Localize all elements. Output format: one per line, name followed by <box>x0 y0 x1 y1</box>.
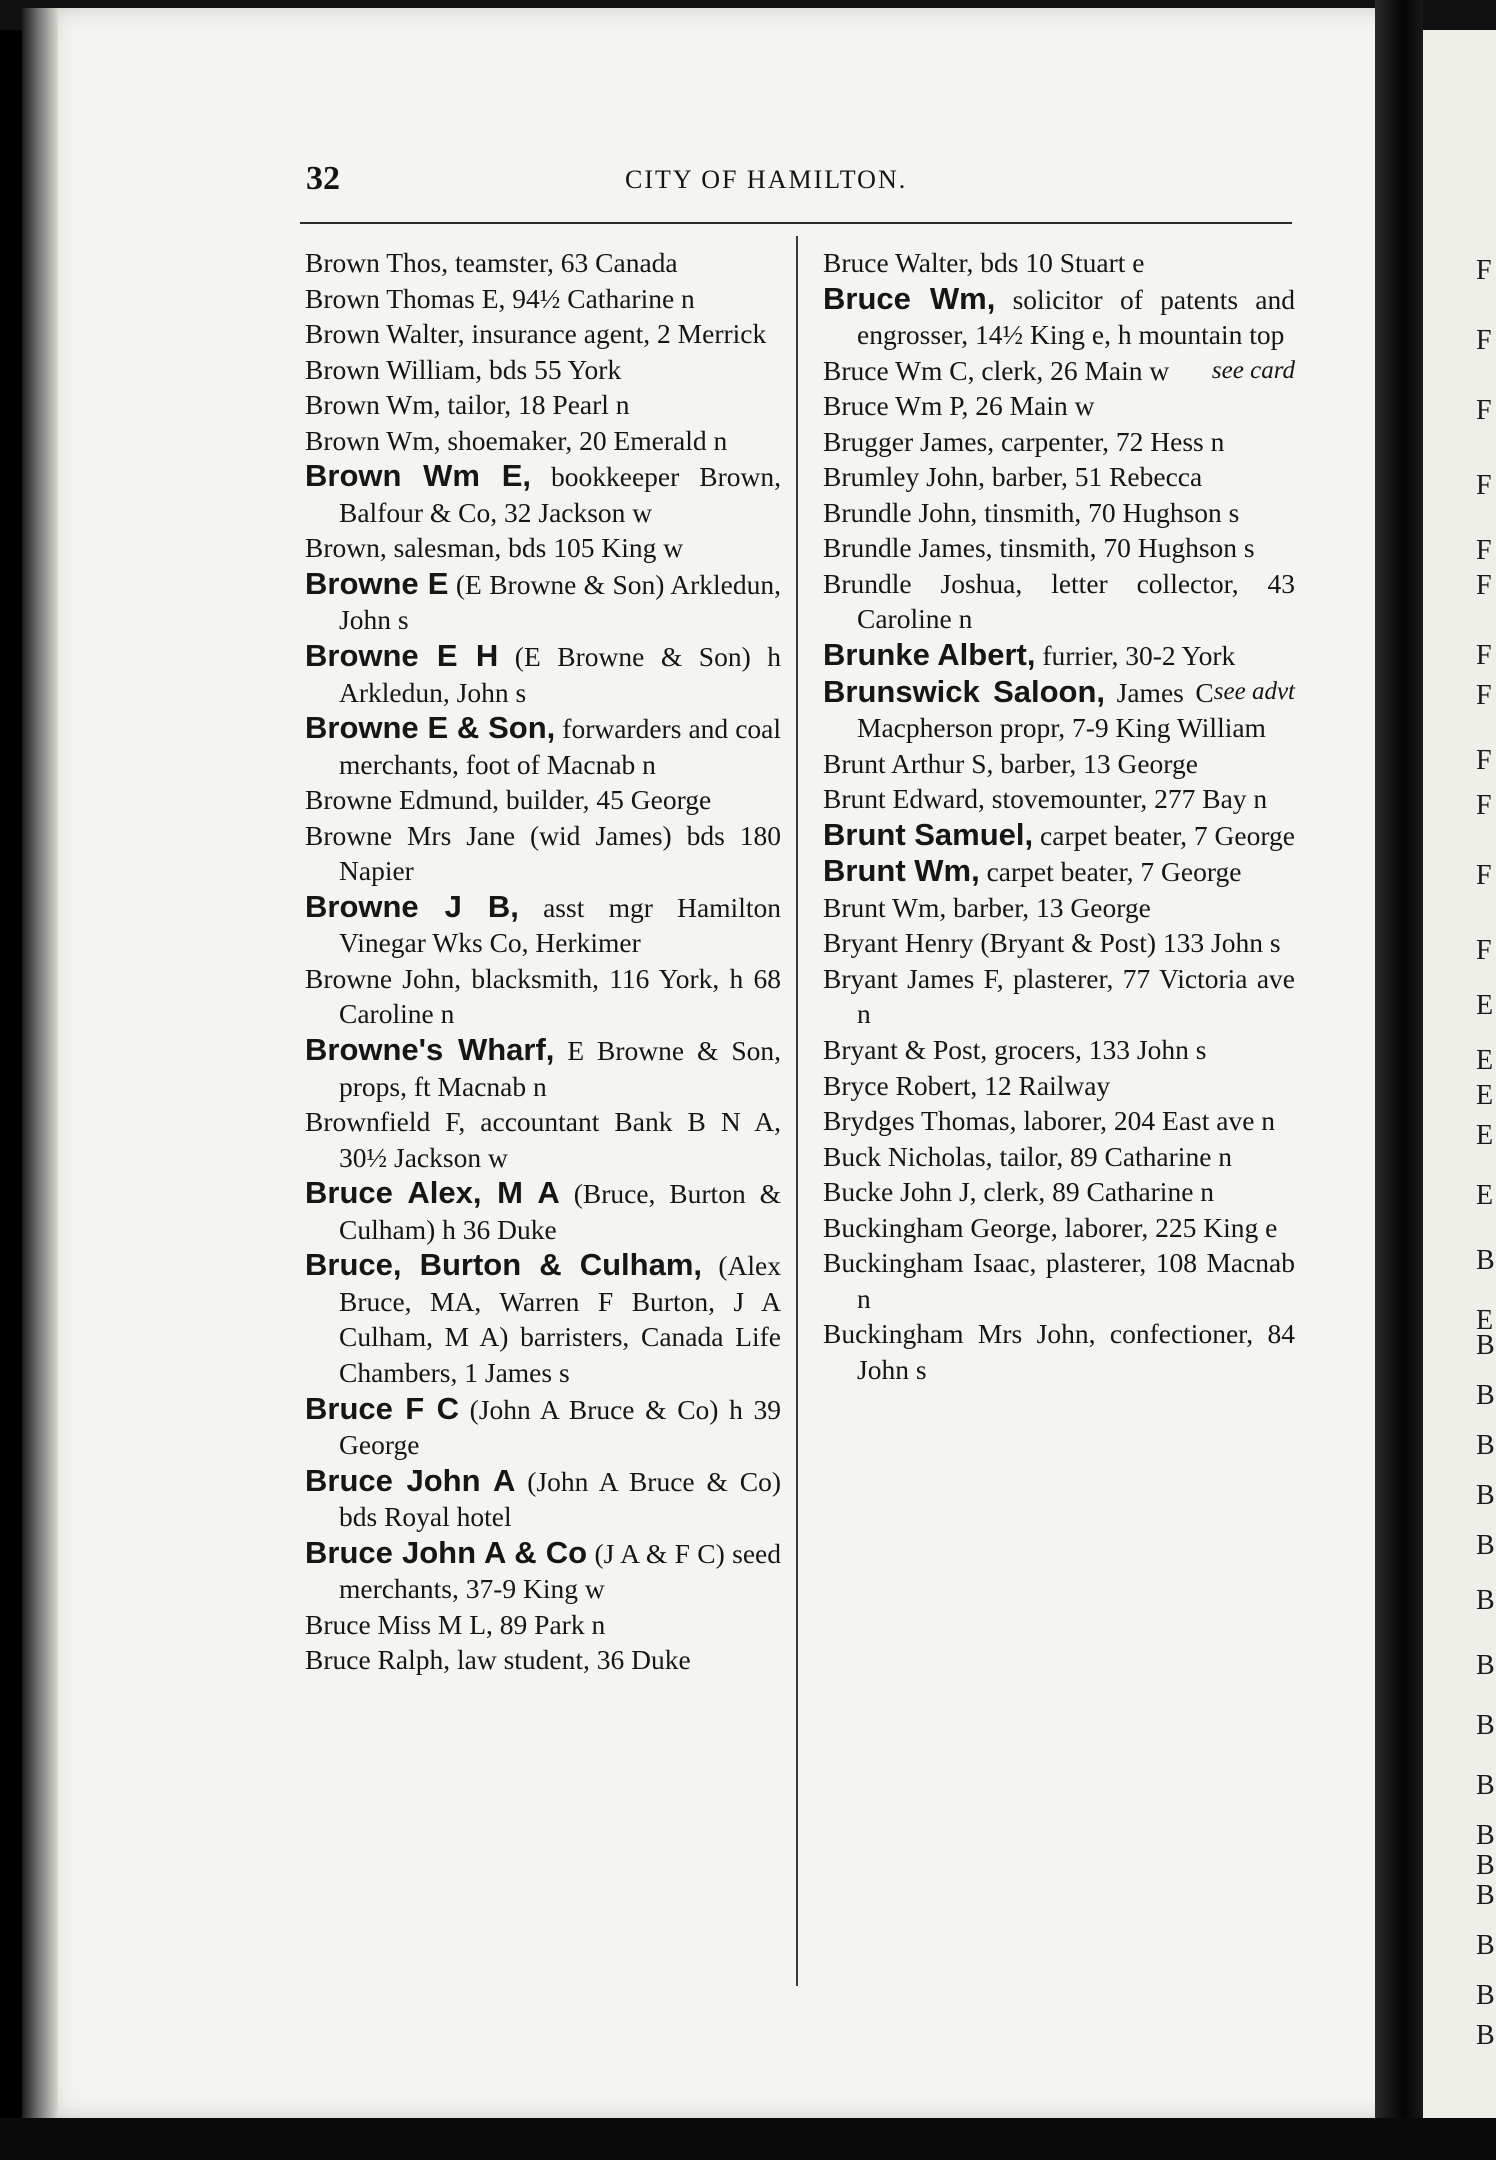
entry-name: Brunke Albert, <box>823 637 1036 673</box>
directory-entry <box>823 566 1295 637</box>
directory-entry <box>305 1535 781 1607</box>
entry-details: tinsmith, 70 Hughson s <box>984 496 1240 528</box>
right-column <box>823 245 1295 1388</box>
entry-details: asst mgr Hamilton Vinegar Wks Co, Herkimer <box>339 891 781 959</box>
directory-entry <box>823 817 1295 854</box>
entry-name: Browne John, <box>305 962 462 994</box>
entry-name: Brydges Thomas, <box>823 1105 1017 1137</box>
facing-page-letter: F <box>1476 745 1492 776</box>
entry-details: James C Macpherson propr, 7-9 King William <box>857 676 1266 744</box>
entry-details: clerk, 89 Catharine n <box>983 1176 1215 1208</box>
facing-page-letter: F <box>1476 255 1492 286</box>
entry-name: Browne Edmund, <box>305 784 500 816</box>
facing-page-letter: F <box>1476 570 1492 601</box>
entry-name: Bruce John A <box>305 1462 516 1498</box>
directory-entry <box>305 566 781 638</box>
entry-name: Bruce Wm P, <box>823 390 969 422</box>
entry-details: (Alex Bruce, MA, Warren F Burton, J A Culham, M A) barristers, Canada Life Chambers, 1 James s <box>339 1250 781 1388</box>
facing-page-letter: F <box>1476 640 1492 671</box>
directory-entry <box>823 746 1295 782</box>
directory-entry <box>305 710 781 782</box>
entry-details: blacksmith, 116 York, h 68 Caroline n <box>339 962 781 1030</box>
entry-name: Brown Thos, <box>305 247 449 278</box>
entry-details: laborer, 204 East ave n <box>1023 1105 1276 1137</box>
directory-entry <box>823 781 1295 817</box>
entry-details: plasterer, 108 Macnab n <box>857 1247 1296 1314</box>
facing-page-letter: B <box>1476 2020 1495 2051</box>
entry-details: law student, 36 Duke <box>456 1644 691 1676</box>
entry-name: Bryant & Post, <box>823 1034 988 1066</box>
entry-details: confectioner, 84 John s <box>857 1318 1295 1385</box>
entry-name: Bruce Alex, M A <box>305 1175 560 1211</box>
entry-name: Buckingham Mrs John, <box>823 1318 1096 1350</box>
entry-name: Brown Thomas E, <box>305 282 506 314</box>
entry-name: Buckingham George, <box>823 1211 1058 1243</box>
entry-name: Brunswick Saloon, <box>823 673 1106 709</box>
facing-page-letter: F <box>1476 935 1492 966</box>
entry-details: bookkeeper Brown, Balfour & Co, 32 Jackson w <box>339 461 782 528</box>
entry-name: Browne J B, <box>305 888 519 924</box>
entry-details: (Bryant & Post) 133 John s <box>980 927 1281 959</box>
entry-name: Browne E & Son, <box>305 710 556 746</box>
entry-name: Bryant Henry <box>823 927 974 959</box>
entry-name: Bruce F C <box>305 1390 459 1426</box>
directory-entry <box>305 818 781 889</box>
entry-name: Brown William, <box>305 353 483 385</box>
facing-page-letter: E <box>1476 990 1494 1021</box>
facing-page-letter: B <box>1476 1585 1495 1616</box>
entry-name: Brunt Wm, <box>823 891 947 923</box>
directory-entry <box>305 1032 781 1104</box>
entry-details: letter collector, 43 Caroline n <box>857 567 1295 635</box>
entry-details: forwarders and coal merchants, foot of Macnab n <box>339 713 781 780</box>
page-number: 32 <box>306 160 340 197</box>
entry-details: 26 Main w <box>975 390 1095 422</box>
facing-page-letter: E <box>1476 1180 1494 1211</box>
directory-entry <box>823 495 1295 531</box>
directory-entry <box>823 925 1295 961</box>
facing-page-letter: E <box>1476 1045 1494 1076</box>
entry-name: Brunt Samuel, <box>823 816 1034 852</box>
entry-details: (E Browne & Son) h Arkledun, John s <box>339 641 781 708</box>
entry-details: carpet beater, 7 George <box>1040 819 1295 851</box>
directory-entry <box>823 1174 1295 1210</box>
facing-page-letter: B <box>1476 1430 1495 1461</box>
directory-entry <box>823 1139 1295 1175</box>
facing-page-letter: B <box>1476 1710 1495 1741</box>
facing-page-letter: B <box>1476 1480 1495 1511</box>
directory-entry <box>305 530 781 566</box>
entry-name: Brunt Arthur S, <box>823 747 994 779</box>
entry-name: Bruce Miss M L, <box>305 1608 493 1640</box>
facing-page-letter: B <box>1476 1850 1495 1881</box>
entry-name: Bruce Ralph, <box>305 1644 451 1676</box>
entry-name: Brown Wm, <box>305 389 441 421</box>
facing-page-letter: F <box>1476 470 1492 501</box>
entry-details: bds 10 Stuart e <box>980 247 1145 278</box>
facing-page-letter: F <box>1476 535 1492 566</box>
facing-page-letter: B <box>1476 1930 1495 1961</box>
directory-entry <box>823 1032 1295 1068</box>
directory-entry <box>823 245 1295 281</box>
directory-entry <box>305 352 781 388</box>
entry-name: Browne's Wharf, <box>305 1032 555 1068</box>
facing-page-letter: F <box>1476 680 1492 711</box>
entry-details: tinsmith, 70 Hughson s <box>999 532 1255 564</box>
entry-details: insurance agent, 2 Merrick <box>471 318 767 350</box>
entry-details: E Browne & Son, props, ft Macnab n <box>339 1035 781 1102</box>
facing-page-letter: B <box>1476 1770 1495 1801</box>
facing-page-letter: B <box>1476 1380 1495 1411</box>
entry-details: tailor, 18 Pearl n <box>447 389 630 421</box>
facing-page-letter: E <box>1476 1120 1494 1151</box>
entry-details: bds 55 York <box>489 353 622 385</box>
entry-details: (wid James) bds 180 Napier <box>339 819 781 887</box>
facing-page-letter: F <box>1476 790 1492 821</box>
directory-entry <box>305 782 781 818</box>
entry-details: 12 Railway <box>984 1069 1111 1101</box>
entry-details: stovemounter, 277 Bay n <box>991 783 1268 815</box>
column-divider <box>796 236 798 1986</box>
entry-name: Brown Wm E, <box>305 458 532 494</box>
entry-name: Browne E <box>305 565 449 601</box>
entry-details: clerk, 26 Main w <box>981 354 1170 386</box>
entry-details: teamster, 63 Canada <box>455 247 678 278</box>
facing-page-letter: B <box>1476 1650 1495 1681</box>
directory-entry <box>305 387 781 423</box>
entry-details: (John A Bruce & Co) bds Royal hotel <box>339 1465 781 1533</box>
facing-page-letter: E <box>1476 1080 1494 1111</box>
entry-name: Bryant James F, <box>823 962 1004 994</box>
directory-entry <box>305 889 781 961</box>
directory-entry <box>305 281 781 317</box>
entry-details: (J A & F C) seed merchants, 37-9 King w <box>339 1537 781 1605</box>
facing-page-letter: F <box>1476 860 1492 891</box>
book-gutter <box>1375 0 1423 2160</box>
directory-entry <box>305 1463 781 1535</box>
directory-entry <box>305 961 781 1032</box>
entry-name: Brundle Joshua, <box>823 567 1023 599</box>
entry-name: Brunt Edward, <box>823 783 985 815</box>
directory-entry <box>305 1642 781 1678</box>
entry-details: barber, 51 Rebecca <box>991 461 1203 493</box>
entry-name: Brunt Wm, <box>823 853 980 889</box>
entry-name: Brundle John, <box>823 496 978 528</box>
entry-details: 89 Park n <box>499 1608 606 1640</box>
entry-details: 94½ Catharine n <box>512 282 695 314</box>
entry-name: Bruce Wm, <box>823 280 996 316</box>
entry-details: shoemaker, 20 Emerald n <box>447 424 728 456</box>
directory-entry <box>823 853 1295 890</box>
directory-entry <box>823 424 1295 460</box>
entry-cross-reference: see card <box>1211 356 1295 384</box>
directory-entry <box>305 1607 781 1643</box>
entry-name: Browne Mrs Jane <box>305 819 516 851</box>
entry-details: tailor, 89 Catharine n <box>999 1140 1233 1172</box>
entry-details: furrier, 30-2 York <box>1042 640 1236 672</box>
facing-page-letter: F <box>1476 395 1492 426</box>
entry-name: Browne E H <box>305 638 499 674</box>
facing-page-letter: B <box>1476 1820 1495 1851</box>
scan-bottom-edge <box>0 2118 1496 2160</box>
entry-details: salesman, bds 105 King w <box>393 532 684 564</box>
directory-entry <box>823 388 1295 424</box>
facing-page-letter: B <box>1476 1880 1495 1911</box>
header-rule <box>300 222 1292 224</box>
directory-entry <box>305 638 781 710</box>
entry-name: Bucke John J, <box>823 1176 977 1208</box>
entry-name: Brumley John, <box>823 461 985 493</box>
facing-page-letter: F <box>1476 325 1492 356</box>
entry-name: Bruce, Burton & Culham, <box>305 1247 703 1283</box>
left-column <box>305 245 781 1678</box>
directory-entry <box>305 245 781 281</box>
directory-entry <box>823 890 1295 926</box>
page-binding-shadow <box>22 8 58 2118</box>
entry-name: Brugger James, <box>823 425 995 457</box>
entry-name: Buckingham Isaac, <box>823 1247 1037 1279</box>
directory-entry <box>823 1068 1295 1104</box>
entry-name: Brown, <box>305 532 387 564</box>
directory-entry <box>823 961 1295 1032</box>
facing-page-letter: B <box>1476 1980 1495 2011</box>
entry-details: accountant Bank B N A, 30½ Jackson w <box>339 1106 781 1173</box>
directory-entry <box>305 1247 781 1390</box>
directory-entry <box>823 1210 1295 1246</box>
entry-details: (Bruce, Burton & Culham) h 36 Duke <box>339 1178 781 1245</box>
directory-entry <box>823 1316 1295 1387</box>
entry-name: Bruce John A & Co <box>305 1534 588 1570</box>
directory-entry <box>305 316 781 352</box>
entry-details: plasterer, 77 Victoria ave n <box>857 962 1295 1030</box>
entry-name: Brown Walter, <box>305 318 465 350</box>
entry-cross-reference: see advt <box>1213 677 1295 705</box>
directory-entry <box>305 458 781 530</box>
entry-name: Bruce Walter, <box>823 247 974 278</box>
entry-name: Brownfield F, <box>305 1106 466 1138</box>
facing-page-letter: B <box>1476 1245 1495 1276</box>
entry-details: laborer, 225 King e <box>1064 1211 1278 1243</box>
directory-entry <box>305 423 781 459</box>
entry-name: Buck Nicholas, <box>823 1140 993 1172</box>
entry-name: Brundle James, <box>823 532 993 564</box>
directory-entry <box>305 1104 781 1175</box>
entry-name: Bruce Wm C, <box>823 354 975 386</box>
entry-details: (E Browne & Son) Arkledun, John s <box>339 568 782 636</box>
entry-details: barber, 13 George <box>1000 747 1198 779</box>
entry-details: builder, 45 George <box>505 784 712 816</box>
entry-details: solicitor of patents and engrosser, 14½ King e, h mountain top <box>857 283 1296 351</box>
directory-entry <box>823 530 1295 566</box>
entry-details: (John A Bruce & Co) h 39 George <box>339 1393 781 1461</box>
directory-entry <box>305 1391 781 1463</box>
directory-entry <box>823 459 1295 495</box>
entry-name: Bryce Robert, <box>823 1069 978 1101</box>
facing-page-letter: B <box>1476 1330 1495 1361</box>
directory-entry <box>305 1175 781 1247</box>
entry-details: grocers, 133 John s <box>994 1034 1207 1066</box>
entry-name: Brown Wm, <box>305 424 441 456</box>
running-title: CITY OF HAMILTON. <box>625 165 908 194</box>
facing-page-letter: E <box>1476 1305 1494 1336</box>
entry-details: carpet beater, 7 George <box>986 856 1242 888</box>
entry-details: barber, 13 George <box>953 891 1151 923</box>
directory-entry <box>823 1103 1295 1139</box>
directory-entry <box>823 1245 1295 1316</box>
facing-page-letter: B <box>1476 1530 1495 1561</box>
entry-details: carpenter, 72 Hess n <box>1000 425 1225 457</box>
